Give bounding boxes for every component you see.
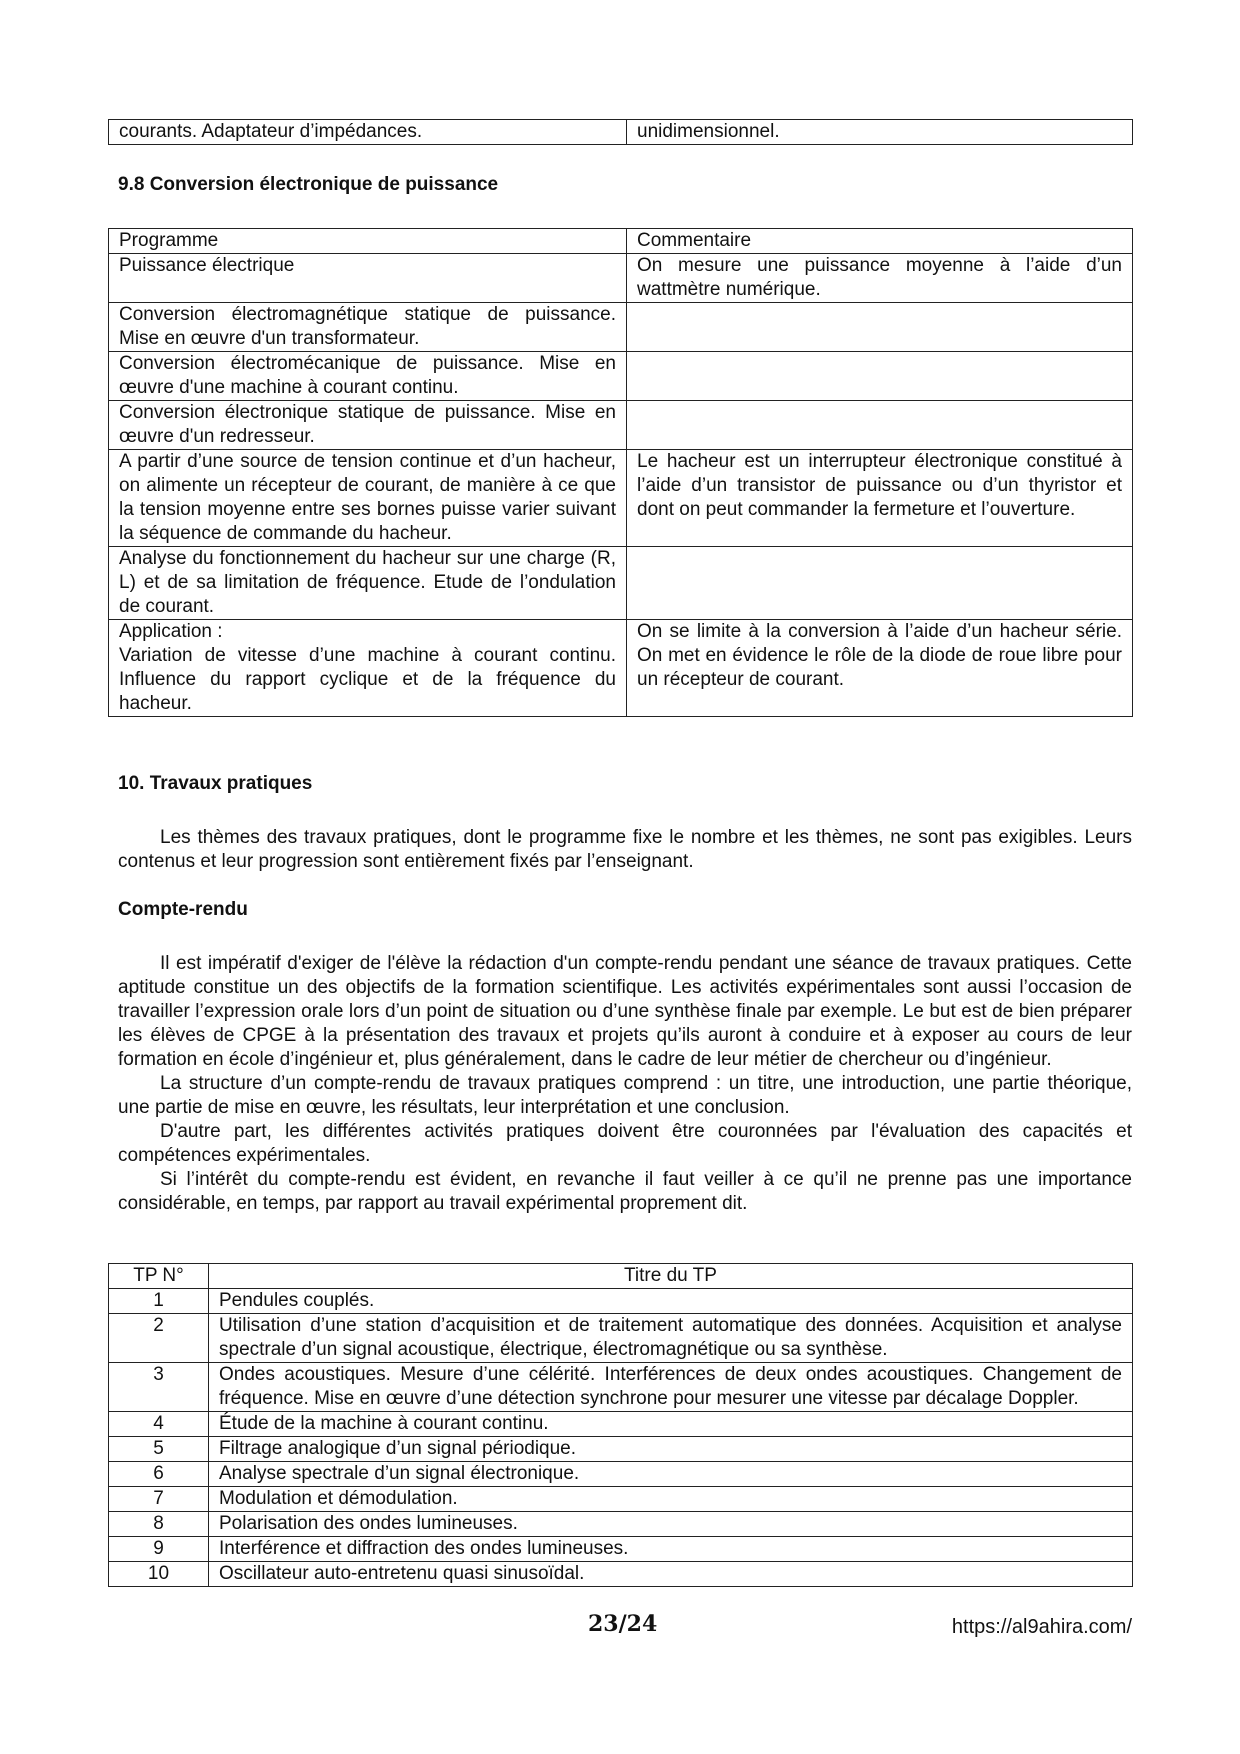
column-header: Titre du TP bbox=[209, 1264, 1133, 1289]
tp-number: 1 bbox=[109, 1289, 209, 1314]
tp-number: 3 bbox=[109, 1363, 209, 1412]
table-cell: Le hacheur est un interrupteur électronique constitué à l’aide d’un transistor de puissance ou d’un thyristor et dont on peut commander la fermeture et l’ouverture. bbox=[627, 450, 1133, 547]
table-row bbox=[109, 1363, 1133, 1412]
table-row bbox=[109, 450, 1133, 547]
tp-title: Étude de la machine à courant continu. bbox=[209, 1412, 1133, 1437]
table-cell bbox=[627, 352, 1133, 401]
table-cell: Conversion électromagnétique statique de puissance. Mise en œuvre d'un transformateur. bbox=[109, 303, 627, 352]
tp-title: Interférence et diffraction des ondes lumineuses. bbox=[209, 1537, 1133, 1562]
table-cell bbox=[627, 401, 1133, 450]
table-cell bbox=[627, 303, 1133, 352]
tp-number: 2 bbox=[109, 1314, 209, 1363]
table-row bbox=[109, 120, 1133, 145]
table-row bbox=[109, 620, 1133, 717]
intro-paragraph: Les thèmes des travaux pratiques, dont le programme fixe le nombre et les thèmes, ne sont pas exigibles. Leurs contenus et leur progression sont entièrement fixés par l’enseignant. bbox=[118, 827, 1132, 872]
continued-table bbox=[108, 119, 1133, 145]
table-header-row bbox=[109, 1264, 1133, 1289]
paragraph: D'autre part, les différentes activités pratiques doivent être couronnées par l'évaluation des capacités et compétences expérimentales. bbox=[118, 1121, 1132, 1166]
table-cell: unidimensionnel. bbox=[627, 120, 1133, 145]
table-header-row bbox=[109, 229, 1133, 254]
table-row bbox=[109, 1437, 1133, 1462]
table-row bbox=[109, 1412, 1133, 1437]
tp-title: Analyse spectrale d’un signal électronique. bbox=[209, 1462, 1133, 1487]
tp-number: 6 bbox=[109, 1462, 209, 1487]
table-row bbox=[109, 1487, 1133, 1512]
table-cell: Puissance électrique bbox=[109, 254, 627, 303]
subsection-title: Compte-rendu bbox=[118, 899, 248, 920]
table-cell: On se limite à la conversion à l’aide d’un hacheur série. On met en évidence le rôle de la diode de roue libre pour un récepteur de courant. bbox=[627, 620, 1133, 717]
column-header: TP N° bbox=[109, 1264, 209, 1289]
column-header: Programme bbox=[109, 229, 627, 254]
tp-table bbox=[108, 1263, 1133, 1587]
table-cell bbox=[109, 620, 627, 717]
application-text: Variation de vitesse d’une machine à courant continu. Influence du rapport cyclique et de la fréquence du hacheur. bbox=[119, 645, 616, 714]
footer-link[interactable]: https://al9ahira.com/ bbox=[951, 1616, 1132, 1638]
section-title: 9.8 Conversion électronique de puissance bbox=[118, 174, 499, 195]
table-row bbox=[109, 1462, 1133, 1487]
tp-title: Pendules couplés. bbox=[209, 1289, 1133, 1314]
paragraph: Il est impératif d'exiger de l'élève la rédaction d'un compte-rendu pendant une séance de travaux pratiques. Cette aptitude constitue un des objectifs de la formation scientifique. Les activités expérimentales sont aussi l’occasion de travailler l’expression orale lors d’un point de situation ou d’une synthèse finale par exemple. Le but est de bien préparer les élèves de CPGE à la présentation des travaux et projets qu’ils auront à conduire et à exposer au cours de leur formation en école d’ingénieur et, plus généralement, dans le cadre de leur métier de chercheur ou d’ingénieur. bbox=[118, 953, 1132, 1070]
tp-number: 9 bbox=[109, 1537, 209, 1562]
table-cell: Conversion électronique statique de puissance. Mise en œuvre d'un redresseur. bbox=[109, 401, 627, 450]
table-cell: Conversion électromécanique de puissance. Mise en œuvre d'une machine à courant continu. bbox=[109, 352, 627, 401]
table-row bbox=[109, 303, 1133, 352]
tp-number: 4 bbox=[109, 1412, 209, 1437]
table-cell: courants. Adaptateur d’impédances. bbox=[109, 120, 627, 145]
application-label: Application : bbox=[119, 621, 223, 642]
column-header: Commentaire bbox=[627, 229, 1133, 254]
tp-title: Utilisation d’une station d’acquisition et de traitement automatique des données. Acquisition et analyse spectrale d’un signal acoustique, électrique, électromagnétique ou sa synthèse. bbox=[209, 1314, 1133, 1363]
table-row bbox=[109, 254, 1133, 303]
table-row bbox=[109, 1289, 1133, 1314]
tp-title: Modulation et démodulation. bbox=[209, 1487, 1133, 1512]
table-cell: On mesure une puissance moyenne à l’aide d’un wattmètre numérique. bbox=[627, 254, 1133, 303]
paragraph: Si l’intérêt du compte-rendu est évident, en revanche il faut veiller à ce qu’il ne prenne pas une importance considérable, en temps, par rapport au travail expérimental proprement dit. bbox=[118, 1169, 1132, 1214]
table-cell bbox=[627, 547, 1133, 620]
section-title: 10. Travaux pratiques bbox=[118, 773, 313, 794]
table-cell: A partir d’une source de tension continue et d’un hacheur, on alimente un récepteur de courant, de manière à ce que la tension moyenne entre ses bornes puisse varier suivant la séquence de commande du hacheur. bbox=[109, 450, 627, 547]
tp-number: 10 bbox=[109, 1562, 209, 1587]
table-row bbox=[109, 401, 1133, 450]
compte-rendu-text bbox=[118, 952, 1132, 1216]
table-row bbox=[109, 352, 1133, 401]
table-cell: Analyse du fonctionnement du hacheur sur une charge (R, L) et de sa limitation de fréquence. Etude de l’ondulation de courant. bbox=[109, 547, 627, 620]
tp-number: 7 bbox=[109, 1487, 209, 1512]
table-row bbox=[109, 1537, 1133, 1562]
tp-number: 8 bbox=[109, 1512, 209, 1537]
table-row bbox=[109, 1562, 1133, 1587]
tp-title: Polarisation des ondes lumineuses. bbox=[209, 1512, 1133, 1537]
tp-title: Oscillateur auto-entretenu quasi sinusoïdal. bbox=[209, 1562, 1133, 1587]
tp-title: Ondes acoustiques. Mesure d’une célérité. Interférences de deux ondes acoustiques. Changement de fréquence. Mise en œuvre d’une détection synchrone pour mesurer une vitesse par décalage Doppler. bbox=[209, 1363, 1133, 1412]
page-number: 23/24 bbox=[588, 1611, 658, 1637]
table-row bbox=[109, 1512, 1133, 1537]
paragraph: La structure d’un compte-rendu de travaux pratiques comprend : un titre, une introduction, une partie théorique, une partie de mise en œuvre, les résultats, leur interprétation et une conclusion. bbox=[118, 1073, 1132, 1118]
table-row bbox=[109, 547, 1133, 620]
programme-table bbox=[108, 228, 1133, 717]
tp-number: 5 bbox=[109, 1437, 209, 1462]
tp-title: Filtrage analogique d’un signal périodique. bbox=[209, 1437, 1133, 1462]
table-row bbox=[109, 1314, 1133, 1363]
